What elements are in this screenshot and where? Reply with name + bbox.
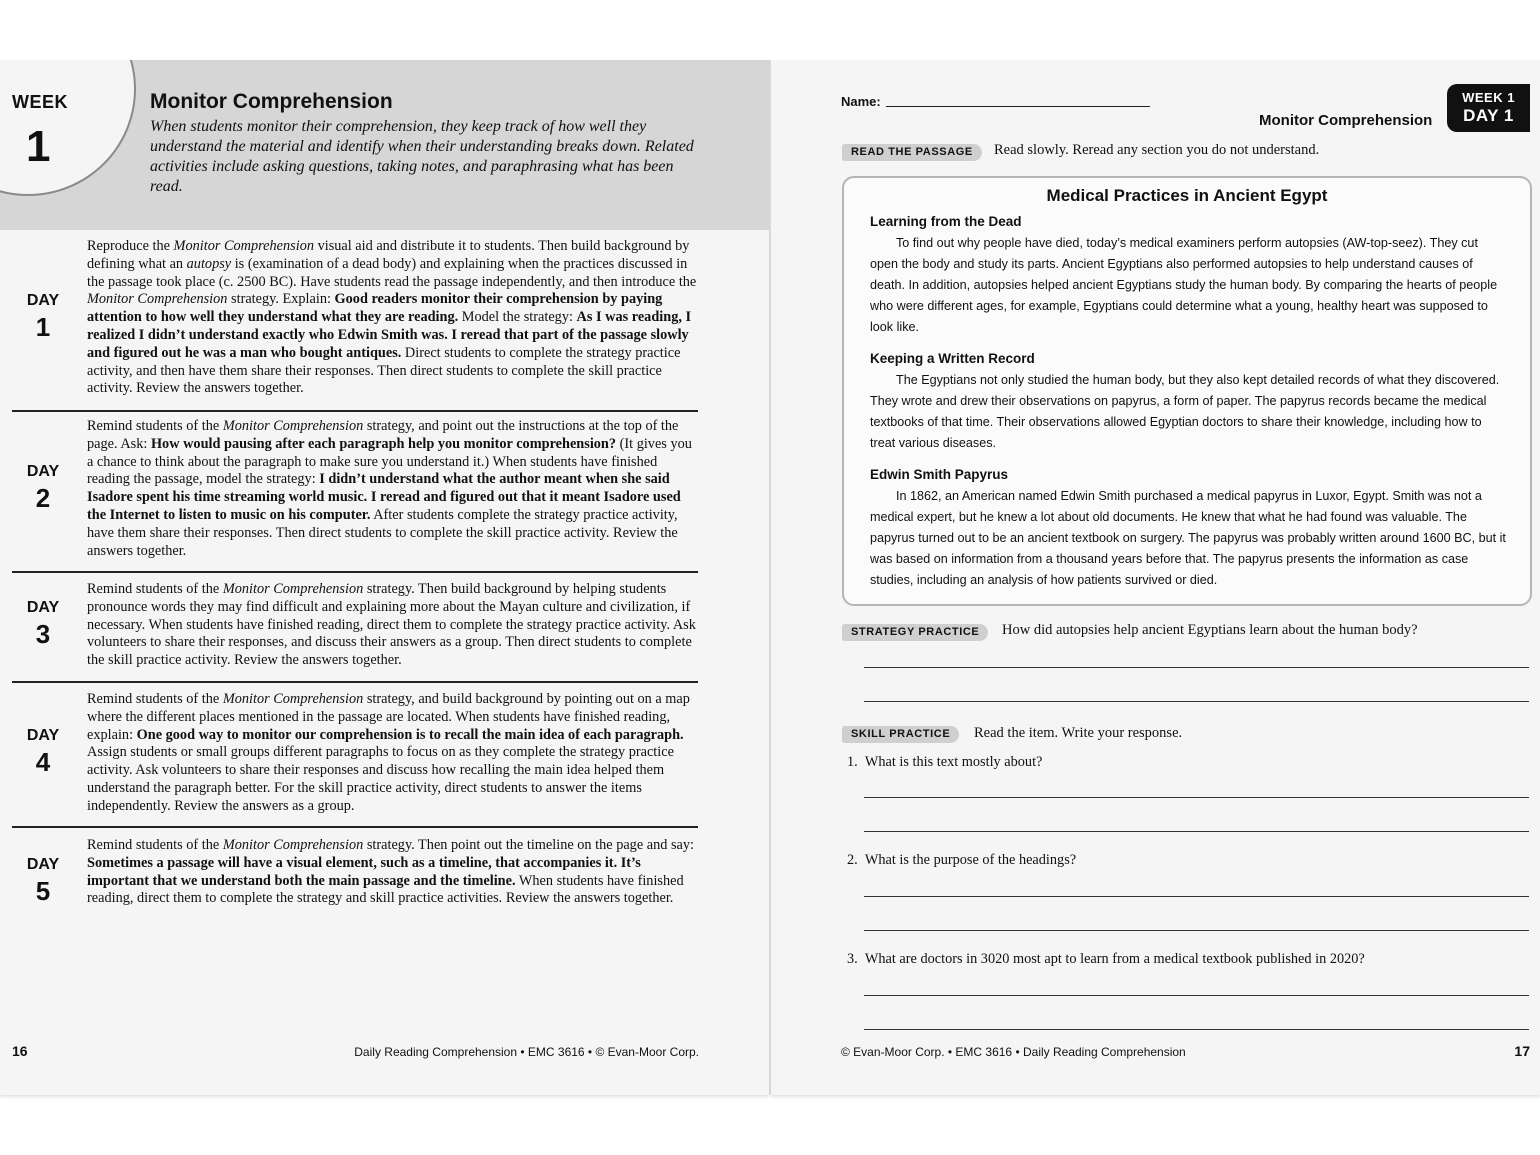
- day-row-4: [12, 691, 698, 828]
- answer-line[interactable]: [864, 667, 1529, 668]
- day-instructions: Remind students of the Monitor Comprehension strategy, and build background by pointing out on a map where the different places mentioned in the passage are located. When students have finished reading, explain: One good way to monitor our comprehension is to recall the main idea of each paragraph. Assign students or small groups different paragraphs to focus on as they complete the strategy practice activity. Ask volunteers to share their responses and discuss how recalling the main idea helped them understand the paragraph better. For the skill practice activity, direct students to answer the items independently. Review the answers as a group.: [87, 691, 690, 814]
- page-number: 17: [1514, 1043, 1530, 1059]
- day-badge: [12, 856, 74, 907]
- right-page: [771, 60, 1540, 1095]
- day-badge: [12, 599, 74, 650]
- day-row-1: [12, 238, 698, 412]
- section-body: To find out why people have died, today’s medical examiners perform autopsies (AW-top-seez). They cut open the body and study its parts. Ancient Egyptians also performed autopsies to help understand causes of death. In addition, autopsies helped ancient Egyptians study the human body. By comparing the hearts of people who were different ages, for example, Egyptians could determine what a young, healthy heart was supposed to look like.: [870, 236, 1498, 334]
- answer-line[interactable]: [864, 995, 1529, 996]
- day-label: DAY: [26, 463, 60, 480]
- day-row-2: [12, 418, 698, 573]
- name-field[interactable]: [886, 106, 1150, 107]
- day-number: 4: [35, 747, 51, 777]
- week-label: WEEK: [12, 92, 68, 112]
- day-number: 3: [35, 619, 51, 649]
- day-instructions: Remind students of the Monitor Comprehension strategy, and point out the instructions at the top of the page. Ask: How would pausing after each paragraph help you monitor comprehension? (It gives you a chance to think about the paragraph to make sure you understand it.) When students have finished reading the passage, model the strategy: I didn’t understand what the author meant when she said Isadore spent his time streaming world music. I reread and figured out that it meant Isadore used the Internet to listen to music on his computer. After students complete the strategy practice activity, have them share their responses. Then direct students to complete the skill practice activity. Review the answers together.: [87, 418, 692, 559]
- lesson-intro: When students monitor their comprehension, they keep track of how well they understand the material and identify when their understanding breaks down. Related activities include asking questions, taking notes, and paraphrasing what has been read.: [150, 118, 694, 195]
- answer-line[interactable]: [864, 896, 1529, 897]
- day-badge: [12, 727, 74, 778]
- lesson-header: [0, 60, 769, 230]
- week-circle: [0, 60, 136, 196]
- section-heading: Edwin Smith Papyrus: [870, 467, 1009, 482]
- week-day-tab: [1447, 84, 1530, 132]
- passage-box: [842, 176, 1532, 606]
- day-badge: [12, 292, 74, 343]
- week-tab-day: DAY 1: [1463, 106, 1514, 125]
- answer-line[interactable]: [864, 701, 1529, 702]
- passage-title: Medical Practices in Ancient Egypt: [1046, 186, 1328, 205]
- day-instructions: Remind students of the Monitor Comprehension strategy. Then build background by helping students pronounce words they may find difficult and explaining more about the Mayan culture and civilization, if necessary. When students have finished reading, direct them to complete the strategy practice activity. Ask volunteers to share their responses, and discuss their answers as a group. Then direct students to complete the skill practice activity. Review the answers together.: [87, 581, 696, 669]
- day-row-3: [12, 581, 698, 683]
- day-number: 1: [35, 312, 51, 342]
- answer-line[interactable]: [864, 797, 1529, 798]
- section-body: In 1862, an American named Edwin Smith purchased a medical papyrus in Luxor, Egypt. Smith was not a medical expert, but he knew a lot about old documents. He knew that what he had found was valuable. The papyrus turned out to be an ancient textbook on surgery. The papyrus was probably written around 1600 BC, but it was based on information from a thousand years before that. The papyrus presents the information as case studies, including an analysis of how patients survived or died.: [870, 489, 1506, 587]
- day-badge: [12, 463, 74, 514]
- page-footer: Daily Reading Comprehension • EMC 3616 • © Evan-Moor Corp.: [354, 1045, 699, 1059]
- section-body: The Egyptians not only studied the human body, but they also kept detailed records of what they discovered. They wrote and drew their observations on papyrus, a form of paper. The papyrus records became the medical textbooks of that time. Their observations allowed Egyptian doctors to share their knowledge, including how to treat various diseases.: [870, 373, 1500, 450]
- lesson-title: Monitor Comprehension: [150, 90, 393, 113]
- read-passage-instruction: Read slowly. Reread any section you do not understand.: [994, 142, 1320, 158]
- strategy-practice-question: How did autopsies help ancient Egyptians learn about the human body?: [1002, 622, 1418, 638]
- skill-practice-label: SKILL PRACTICE: [842, 726, 959, 743]
- day-number: 5: [35, 876, 51, 906]
- read-passage-label: READ THE PASSAGE: [842, 144, 982, 161]
- day-label: DAY: [26, 292, 60, 309]
- section-heading: Keeping a Written Record: [870, 351, 1035, 366]
- day-number: 2: [35, 483, 51, 513]
- answer-line[interactable]: [864, 1029, 1529, 1030]
- day-row-5: [12, 837, 698, 937]
- book-gutter: [769, 60, 771, 1095]
- page-footer: © Evan-Moor Corp. • EMC 3616 • Daily Reading Comprehension: [841, 1045, 1186, 1059]
- day-label: DAY: [26, 599, 60, 616]
- section-heading: Learning from the Dead: [870, 214, 1022, 229]
- answer-line[interactable]: [864, 831, 1529, 832]
- skill-practice-instruction: Read the item. Write your response.: [974, 725, 1183, 741]
- week-tab-week: WEEK 1: [1462, 90, 1515, 105]
- name-label: Name:: [841, 94, 881, 109]
- answer-line[interactable]: [864, 930, 1529, 931]
- day-label: DAY: [26, 727, 60, 744]
- question-3: 3. What are doctors in 3020 most apt to learn from a medical textbook published in 2020?: [847, 951, 1365, 967]
- week-number: 1: [26, 122, 51, 171]
- day-label: DAY: [26, 856, 60, 873]
- question-1: 1. What is this text mostly about?: [847, 754, 1043, 770]
- strategy-subtitle: Monitor Comprehension: [1259, 112, 1433, 129]
- question-2: 2. What is the purpose of the headings?: [847, 852, 1077, 868]
- day-instructions: Remind students of the Monitor Comprehension strategy. Then point out the timeline on the page and say: Sometimes a passage will have a visual element, such as a timeline, that accompanies it. It’s important that we understand both the main passage and the timeline. When students have finished reading, direct them to complete the strategy and skill practice activities. Review the answers together.: [87, 837, 694, 907]
- strategy-practice-label: STRATEGY PRACTICE: [842, 624, 988, 641]
- page-number: 16: [12, 1043, 28, 1059]
- day-instructions: Reproduce the Monitor Comprehension visual aid and distribute it to students. Then build background by defining what an autopsy is (examination of a dead body) and explaining when the practices discussed in the passage took place (c. 2500 BC). Have students read the passage independently, and then introduce the Monitor Comprehension strategy. Explain: Good readers monitor their comprehension by paying attention to how well they understand what they are reading. Model the strategy: As I was reading, I realized I didn’t understand exactly who Edwin Smith was. I reread that part of the passage slowly and figured out he was a man who bought antiques. Direct students to complete the strategy practice activity, and then have them share their responses. Then direct students to complete the skill practice activity. Review the answers together.: [87, 238, 697, 397]
- left-page: [0, 60, 769, 1095]
